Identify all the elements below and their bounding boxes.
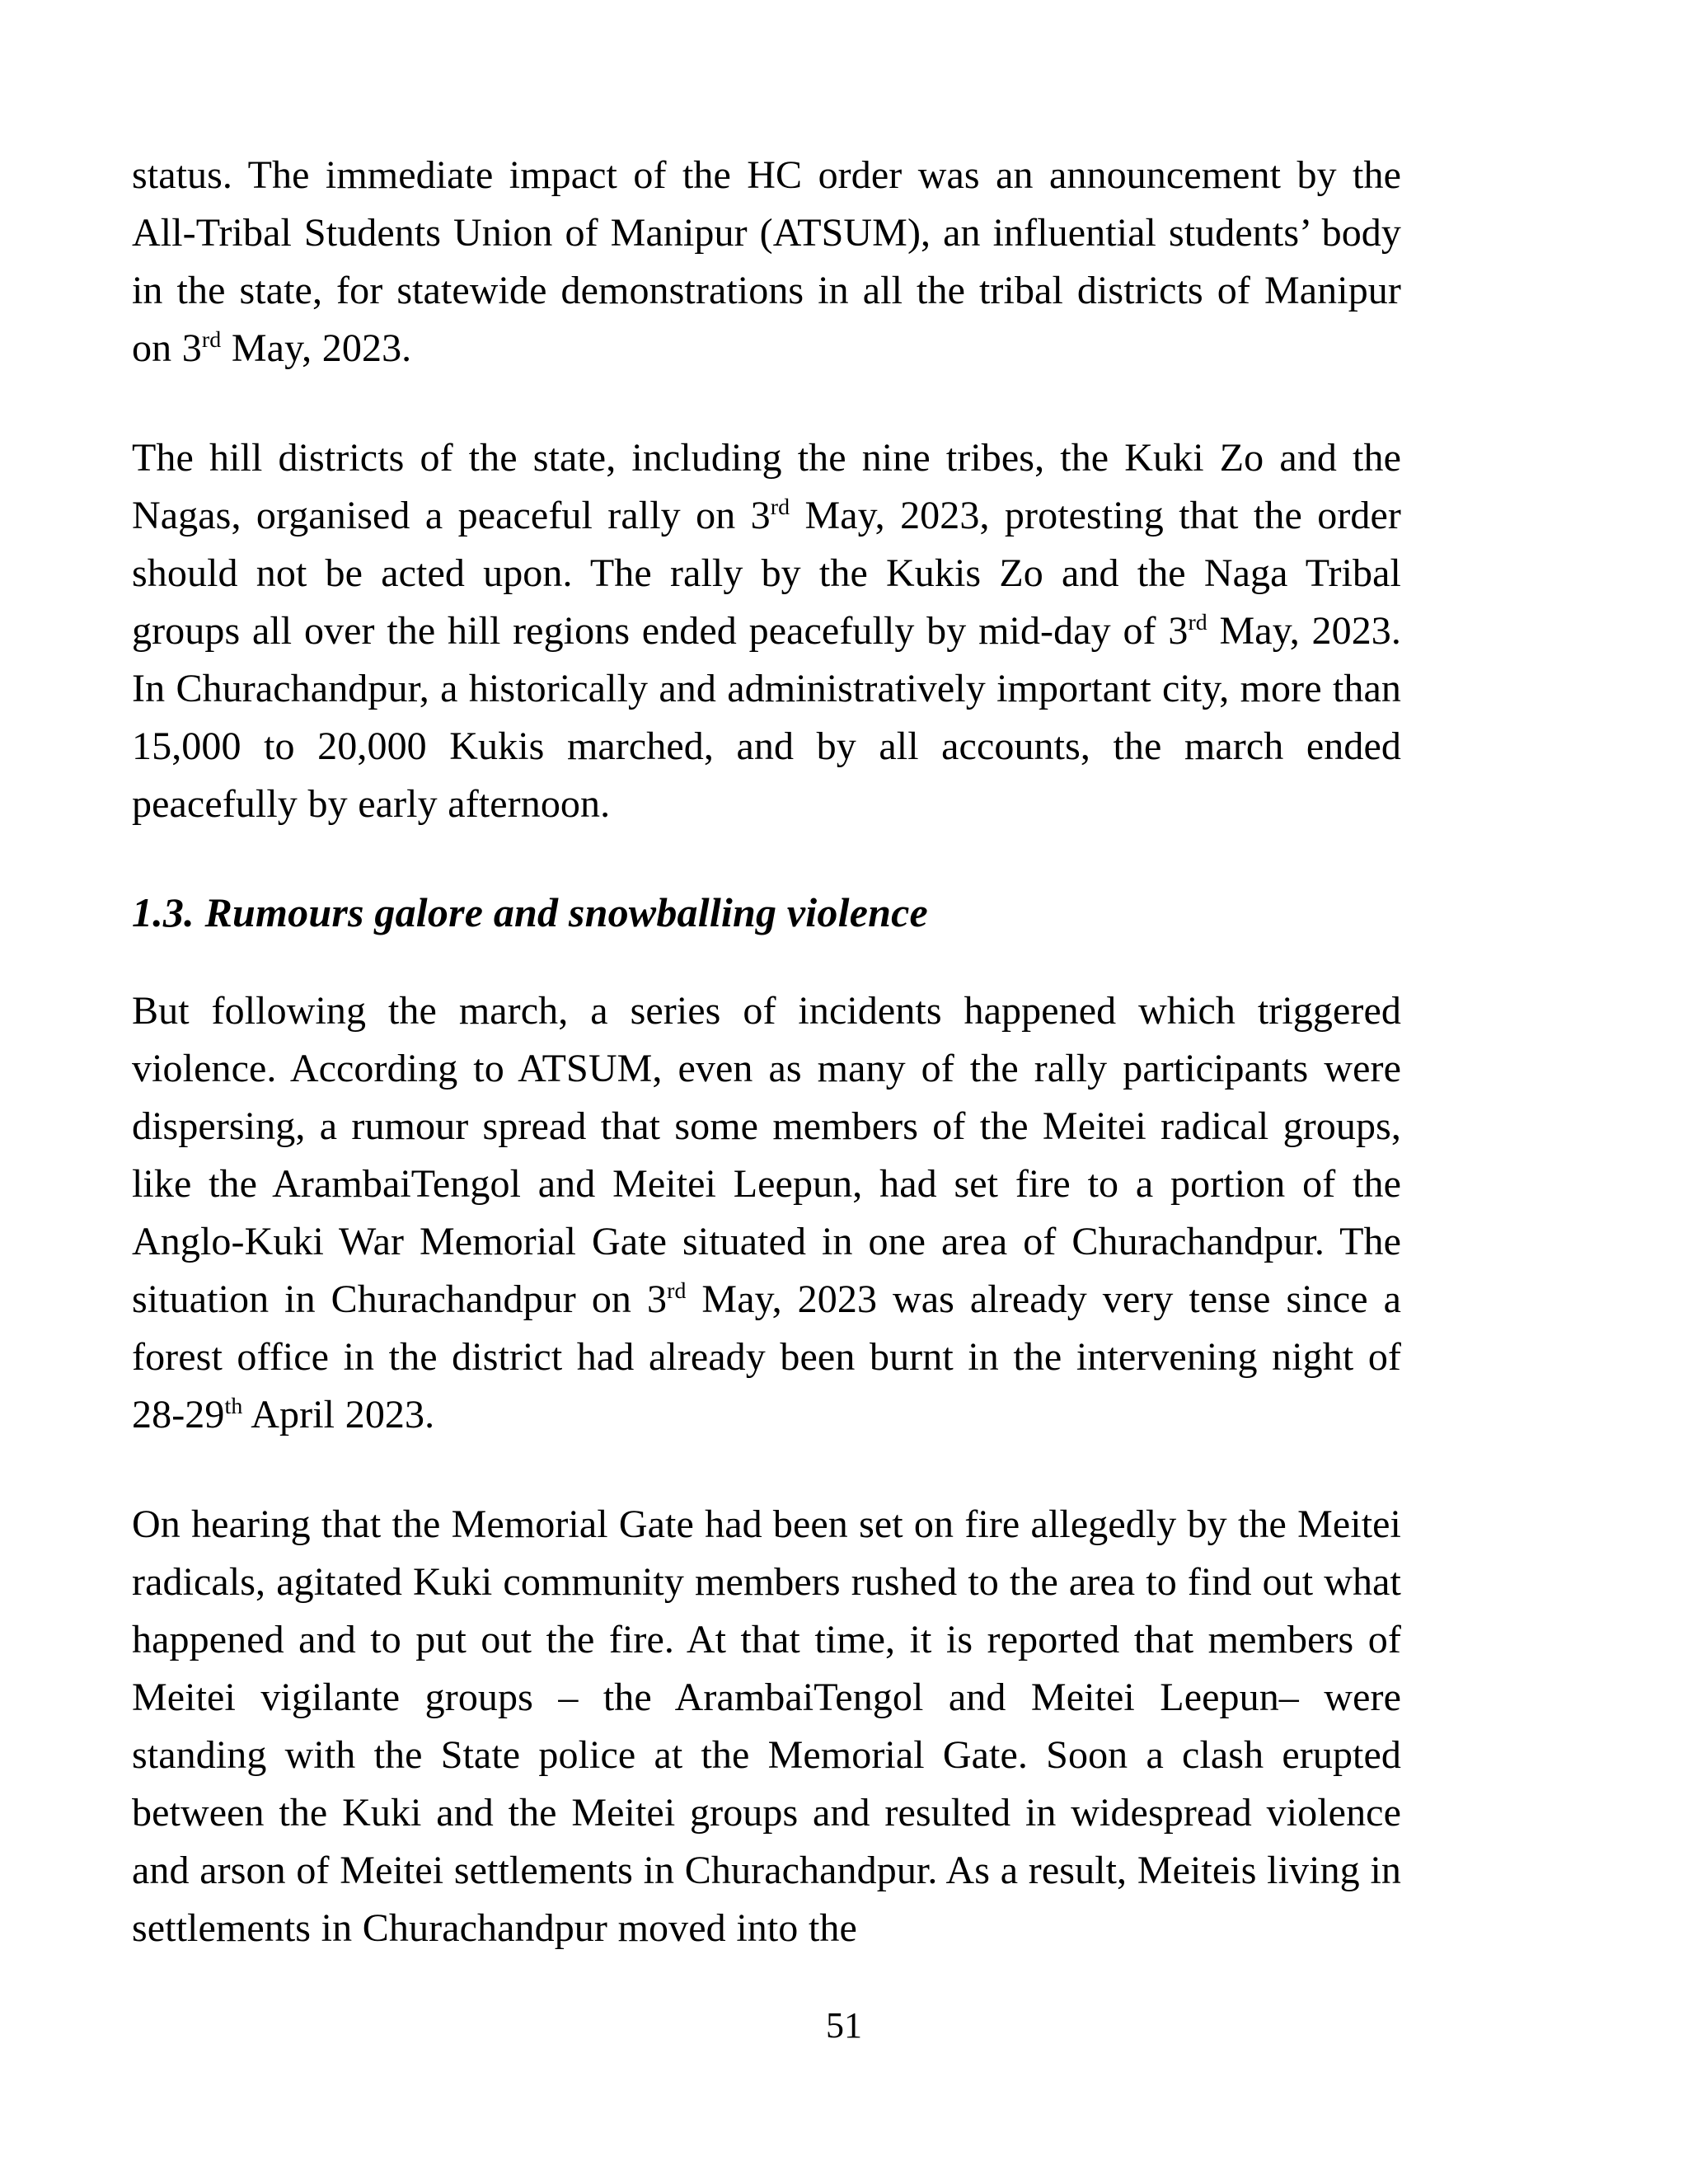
paragraph-rumours-incidents bbox=[132, 982, 1401, 1444]
paragraph-3-segment-3: April 2023. bbox=[242, 1393, 435, 1436]
paragraph-hill-districts-rally bbox=[132, 429, 1401, 833]
paragraph-3-segment-2: May, 2023 was already very tense since a forest office in the district had already been burnt in the intervening night of 28-29 bbox=[132, 1277, 1401, 1436]
ordinal-suffix-rd: rd bbox=[1188, 610, 1207, 635]
page-number: 51 bbox=[826, 2005, 862, 2046]
ordinal-suffix-rd: rd bbox=[770, 494, 790, 520]
ordinal-suffix-rd: rd bbox=[667, 1278, 687, 1304]
paragraph-2-segment-3: May, 2023. In Churachandpur, a historically and administratively important city, more than 15,000 to 20,000 Kukis marched, and by all accounts, the march ended peacefully by early afternoon. bbox=[132, 609, 1401, 826]
paragraph-1-text-after-ordinal: May, 2023. bbox=[221, 326, 412, 370]
paragraph-status-impact bbox=[132, 147, 1401, 377]
paragraph-1-text-before-ordinal: status. The immediate impact of the HC order was an announcement by the All-Tribal Students Union of Manipur (ATSUM), an influential students’ body in the state, for statewide demonstrations in all the tribal districts of Manipur on 3 bbox=[132, 153, 1401, 370]
ordinal-suffix-th: th bbox=[224, 1394, 243, 1419]
paragraph-memorial-gate-clash: On hearing that the Memorial Gate had been set on fire allegedly by the Meitei radicals, agitated Kuki community members rushed to the area to find out what happened and to put out the fire. At that time, it is reported that members of Meitei vigilante groups – the ArambaiTengol and Meitei Leepun– were standing with the State police at the Memorial Gate. Soon a clash erupted between the Kuki and the Meitei groups and resulted in widespread violence and arson of Meitei settlements in Churachandpur. As a result, Meiteis living in settlements in Churachandpur moved into the bbox=[132, 1502, 1401, 1950]
paragraph-3-segment-1: But following the march, a series of incidents happened which triggered violence. According to ATSUM, even as many of the rally participants were dispersing, a rumour spread that some members of the Meitei radical groups, like the ArambaiTengol and Meitei Leepun, had set fire to a portion of the Anglo-Kuki War Memorial Gate situated in one area of Churachandpur. The situation in Churachandpur on 3 bbox=[132, 989, 1401, 1321]
page-content bbox=[132, 147, 1401, 1957]
ordinal-suffix-rd: rd bbox=[201, 327, 222, 353]
paragraph-2-segment-1: The hill districts of the state, including the nine tribes, the Kuki Zo and the Nagas, organised a peaceful rally on 3 bbox=[132, 436, 1401, 537]
paragraph-2-segment-2: May, 2023, protesting that the order should not be acted upon. The rally by the Kukis Zo and the Naga Tribal groups all over the hill regions ended peacefully by mid-day of 3 bbox=[132, 494, 1401, 653]
section-heading-1-3: 1.3. Rumours galore and snowballing violence bbox=[132, 889, 928, 935]
